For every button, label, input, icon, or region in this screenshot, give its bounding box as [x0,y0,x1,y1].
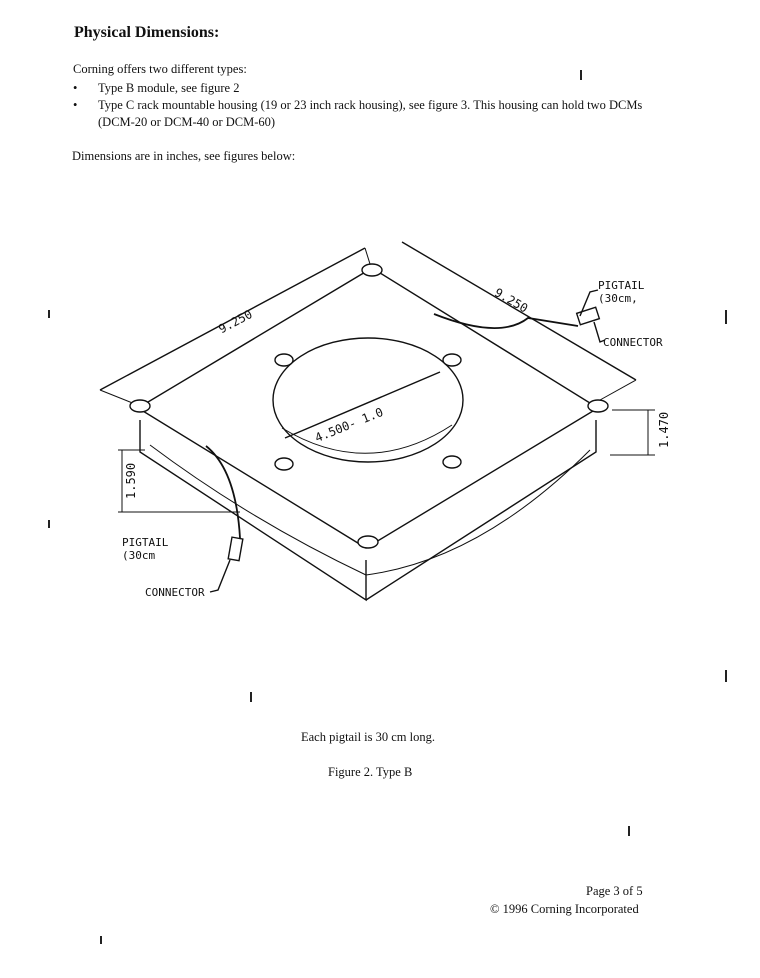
mounting-post [443,354,461,366]
scan-speck [100,936,102,944]
center-opening [273,338,463,462]
copyright-notice: © 1996 Corning Incorporated [490,902,639,916]
connector-left-label: CONNECTOR [145,586,205,599]
scan-speck [725,310,727,324]
module-side-right [366,420,596,600]
mounting-post [275,458,293,470]
figure-caption: Figure 2. Type B [328,765,413,779]
module-top-face [138,268,598,548]
pigtail-note: Each pigtail is 30 cm long. [301,730,436,744]
pigtail-right-label: PIGTAIL [598,279,645,292]
scan-speck [725,670,727,682]
dimension-height-left: 1.590 [124,462,138,499]
dimensions-note: Dimensions are in inches, see figures below: [72,149,296,163]
type-b-module-drawing [0,180,760,620]
mounting-post [362,264,382,276]
connector-left [228,537,243,561]
dimension-side-right: 9.250 [492,285,531,316]
dimension-diameter: 4.500- 1.0 [312,404,386,446]
page-number: Page 3 of 5 [586,884,643,898]
scan-speck [250,692,252,702]
type-list [73,80,673,131]
list-item: • Type C rack mountable housing (19 or 23 inch rack housing), see figure 3. This housing can hold two DCMs (DCM-20 or DCM-40 or DCM-60) [73,97,673,131]
mounting-post [275,354,293,366]
pigtail-right [434,314,578,328]
list-item: • Type B module, see figure 2 [73,80,673,97]
dimension-height-right: 1.470 [657,411,671,448]
scan-speck [628,826,630,836]
connector-right-label: CONNECTOR [603,336,663,349]
mounting-post [443,456,461,468]
pigtail-left-label: PIGTAIL [122,536,169,549]
scan-speck [580,70,582,80]
scan-speck [48,520,50,528]
page-heading: Physical Dimensions: [74,24,220,41]
intro-text: Corning offers two different types: [73,62,247,76]
mounting-post [358,536,378,548]
mounting-post [130,400,150,412]
pigtail-right-length: (30cm, [598,292,638,305]
dimension-side-left: 9.250 [216,306,255,337]
pigtail-left-length: (30cm [122,549,156,562]
mounting-post [588,400,608,412]
module-side-left [140,420,366,600]
scan-speck [48,310,50,318]
